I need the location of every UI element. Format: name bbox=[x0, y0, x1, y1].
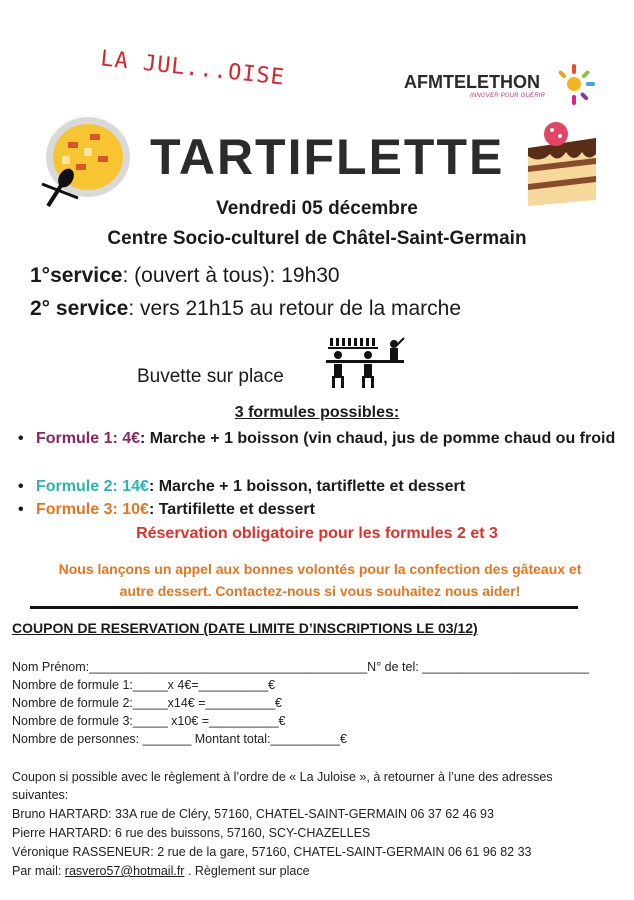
formule-3-text: : Tartifilette et dessert bbox=[148, 501, 315, 518]
bar-buvette-icon bbox=[326, 336, 406, 388]
reservation-note: Réservation obligatoire pour les formules 2 et 3 bbox=[136, 525, 498, 542]
divider bbox=[30, 606, 578, 609]
field-personnes-total: Nombre de personnes: _______ Montant total:__________€ bbox=[12, 732, 347, 746]
afm-tagline: INNOVER POUR GUERIR bbox=[470, 93, 546, 99]
volunteer-appeal: Nous lançons un appel aux bonnes volontés pour la confection des gâteaux et autre dessert. Contactez-nous si vous souhaitez nous aider! bbox=[58, 561, 582, 599]
service-1-label: 1°service bbox=[30, 264, 123, 287]
page-title: TARTIFLETTE bbox=[150, 129, 505, 185]
mail-line bbox=[12, 864, 310, 878]
address-veronique: Véronique RASSENEUR: 2 rue de la gare, 57160, CHATEL-SAINT-GERMAIN 06 61 96 82 33 bbox=[12, 845, 532, 859]
service-2 bbox=[30, 297, 461, 321]
coupon-instructions: Coupon si possible avec le règlement à l’ordre de « La Juloise », à retourner à l’une des adresses bbox=[12, 770, 553, 784]
service-1-text: : (ouvert à tous): 19h30 bbox=[122, 264, 340, 287]
formules-heading: 3 formules possibles: bbox=[234, 404, 400, 421]
formule-2-item bbox=[18, 476, 628, 498]
coupon-instructions-2: suivantes: bbox=[12, 788, 69, 802]
service-2-text: : vers 21h15 au retour de la marche bbox=[128, 297, 462, 320]
email-link[interactable]: rasvero57@hotmail.fr bbox=[64, 864, 185, 878]
formule-2-text: : Marche + 1 boisson, tartiflette et dessert bbox=[148, 478, 466, 495]
telethon-sun-icon bbox=[556, 62, 596, 106]
bullet-icon: • bbox=[18, 430, 24, 447]
formule-3-item bbox=[18, 499, 628, 521]
coupon-heading: COUPON DE RESERVATION (DATE LIMITE D’INSCRIPTIONS LE 03/12) bbox=[12, 620, 478, 636]
formule-1-label: Formule 1: 4€ bbox=[36, 430, 141, 447]
field-formule-1: Nombre de formule 1:_____x 4€=__________€ bbox=[12, 678, 276, 692]
formule-1-text: : Marche + 1 boisson (vin chaud, jus de pomme chaud ou froid bbox=[140, 430, 616, 447]
formule-3-label: Formule 3: 10€ bbox=[36, 501, 149, 518]
service-1 bbox=[30, 264, 340, 288]
la-juloise-logo: LA JUL...OISE bbox=[99, 46, 286, 91]
tartiflette-dish-icon bbox=[38, 112, 134, 212]
field-formule-3: Nombre de formule 3:_____ x10€ =__________€ bbox=[12, 714, 286, 728]
bullet-icon: • bbox=[18, 478, 24, 495]
mail-prefix: Par mail: bbox=[12, 864, 65, 878]
formule-1-item bbox=[18, 428, 628, 450]
address-bruno: Bruno HARTARD: 33A rue de Cléry, 57160, CHATEL-SAINT-GERMAIN 06 37 62 46 93 bbox=[12, 807, 494, 821]
service-2-label: 2° service bbox=[30, 297, 129, 320]
buvette-text: Buvette sur place bbox=[137, 366, 284, 387]
bullet-icon: • bbox=[18, 501, 24, 518]
formule-2-label: Formule 2: 14€ bbox=[36, 478, 149, 495]
event-date: Vendredi 05 décembre bbox=[216, 198, 418, 219]
field-nom-prenom: Nom Prénom:________________________________________N° de tel: ________________________ bbox=[12, 660, 590, 674]
event-venue: Centre Socio-culturel de Châtel-Saint-Germain bbox=[107, 228, 527, 249]
afm-telethon-logo: AFMTELETHON bbox=[404, 72, 540, 92]
mail-suffix: . Règlement sur place bbox=[184, 864, 310, 878]
address-pierre: Pierre HARTARD: 6 rue des buissons, 57160, SCY-CHAZELLES bbox=[12, 826, 371, 840]
field-formule-2: Nombre de formule 2:_____x14€ =__________€ bbox=[12, 696, 282, 710]
